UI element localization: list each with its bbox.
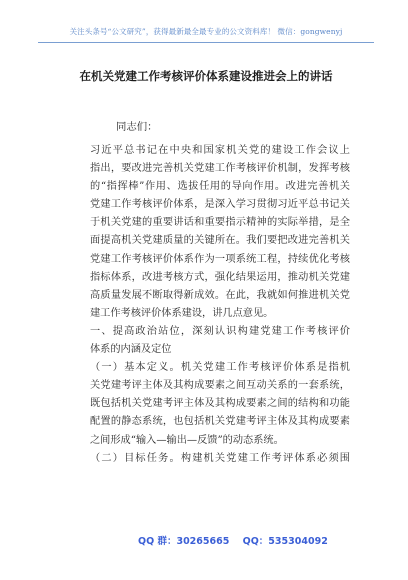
header-banner: 关注头条号“公文研究”，获得最新最全最专业的公文资料库！ 微信：gongwenyj xyxy=(69,27,343,36)
body-line: 关党建考评主体及其构成要素之间互动关系的一套系统， xyxy=(90,380,350,392)
body-line: 习近平总书记在中央和国家机关党的建设工作会议上 xyxy=(90,145,350,156)
document-title: 在机关党建工作考核评价体系建设推进会上的讲话 xyxy=(79,69,333,83)
body-line: 既包括机关党建考评主体及其构成要素之间的结构和功能 xyxy=(90,398,350,410)
body-line: 之间形成“输入—输出—反馈”的动态系统。 xyxy=(90,434,284,446)
body-line: 建工作考核评价体系建设，讲几点意见。 xyxy=(90,307,274,319)
salutation: 同志们： xyxy=(116,121,158,133)
body-line: （二）目标任务。构建机关党建工作考评体系必须围 xyxy=(90,452,350,464)
body-line: 一、提高政治站位，深刻认识构建党建工作考核评价 xyxy=(90,325,350,337)
body-line: 的“指挥棒”作用、选拔任用的导向作用。改进完善机关 xyxy=(90,181,350,193)
body-line: 配置的静态系统，也包括机关党建考评主体及其构成要素 xyxy=(90,416,350,428)
body-line: 高质量发展不断取得新成效。在此，我就如何推进机关党 xyxy=(90,289,350,301)
body-line: 党建工作考核评价体系作为一项系统工程，持续优化考核 xyxy=(90,253,350,265)
body-line: 于机关党建的重要讲话和重要指示精神的实际举措，是全 xyxy=(90,217,350,229)
document-body xyxy=(90,142,350,468)
body-line: 面提高机关党建质量的关键所在。我们要把改进完善机关 xyxy=(90,235,350,247)
footer-contact xyxy=(138,533,338,547)
footer-qq: QQ：535304092 xyxy=(242,536,328,547)
body-line: 党建工作考核评价体系，是深入学习贯彻习近平总书记关 xyxy=(90,199,350,211)
body-line: 体系的内涵及定位 xyxy=(90,344,172,356)
footer-qq-group: QQ 群：30265665 xyxy=(138,536,230,547)
body-line: 指出，要改进完善机关党建工作考核评价机制，发挥考核 xyxy=(90,163,350,175)
body-line: （一）基本定义。机关党建工作考核评价体系是指机 xyxy=(90,362,350,374)
header-divider xyxy=(38,42,374,43)
body-line: 指标体系，改进考核方式，强化结果运用，推动机关党建 xyxy=(90,271,350,283)
